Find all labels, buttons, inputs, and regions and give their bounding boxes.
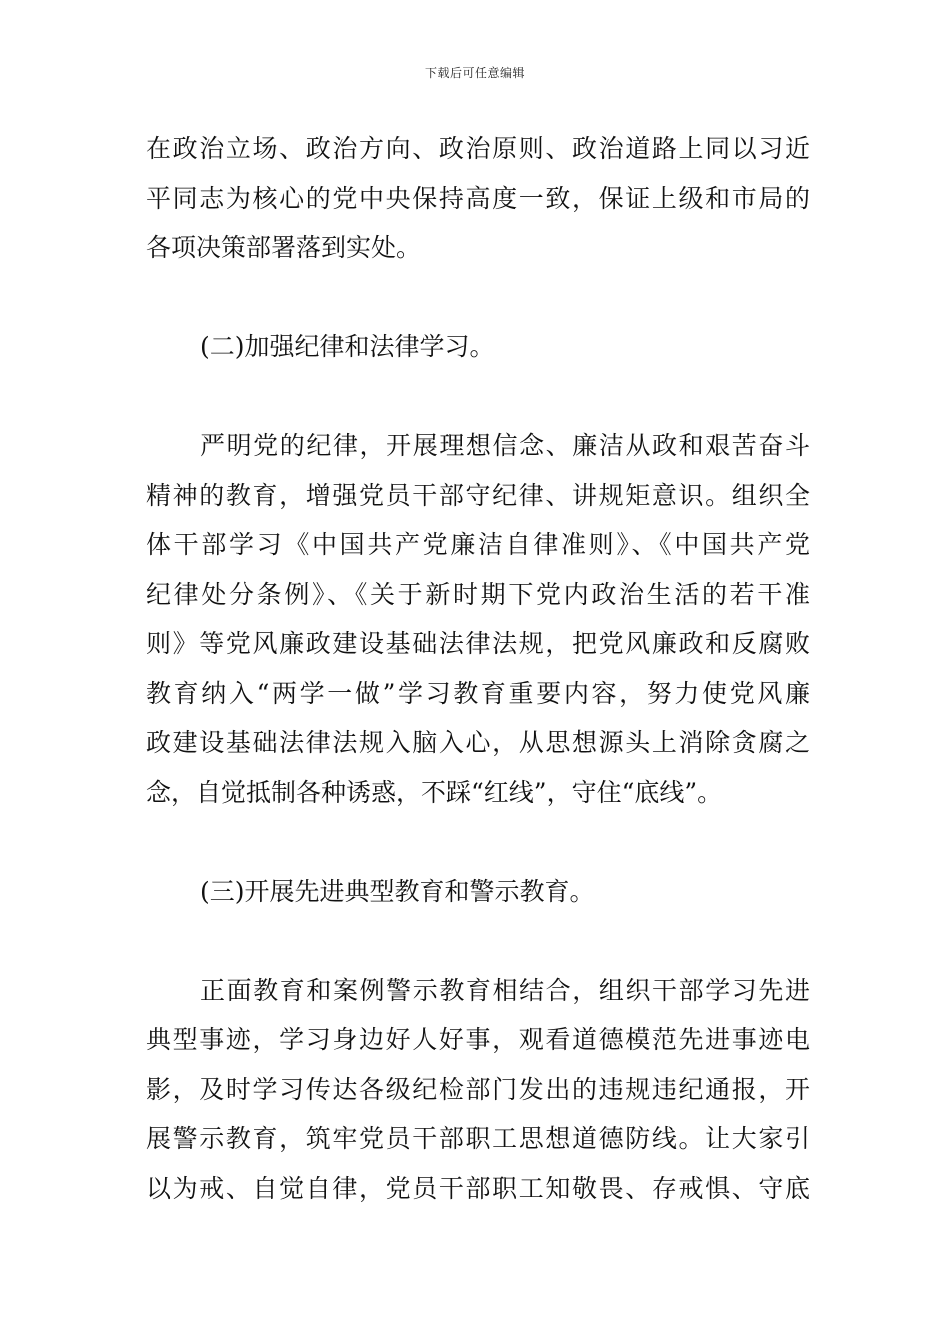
paragraph	[146, 421, 810, 817]
text-line: 严明党的纪律，开展理想信念、廉洁从政和艰苦奋斗	[200, 431, 810, 460]
page-header: 下载后可任意编辑	[424, 66, 525, 80]
text-line: 体干部学习《中国共产党廉洁自律准则》、《中国共产党	[146, 530, 810, 559]
text-line: 政建设基础法律法规入脑入心，从思想源头上消除贪腐之	[146, 728, 810, 757]
text-line: 则》等党风廉政建设基础法律法规，把党风廉政和反腐败	[146, 629, 810, 658]
text-line: 在政治立场、政治方向、政治原则、政治道路上同以习近	[146, 134, 810, 163]
text-line: 正面教育和案例警示教育相结合，组织干部学习先进	[200, 975, 810, 1005]
paragraph-spacer	[146, 273, 810, 323]
paragraph-spacer	[146, 916, 810, 966]
text-line: 精神的教育，增强党员干部守纪律、讲规矩意识。组织全	[146, 480, 810, 510]
text-line: 平同志为核心的党中央保持高度一致，保证上级和市局的	[146, 183, 810, 213]
text-line: 各项决策部署落到实处。	[146, 233, 422, 262]
text-line: 展警示教育，筑牢党员干部职工思想道德防线。让大家引	[146, 1124, 810, 1153]
section-heading	[146, 322, 810, 372]
text-line: 以为戒、自觉自律，党员干部职工知敬畏、存戒惧、守底	[146, 1173, 810, 1203]
text-line: 教育纳入“两学一做”学习教育重要内容，努力使党风廉	[146, 678, 810, 708]
text-line: 典型事迹，学习身边好人好事，观看道德模范先进事迹电	[146, 1025, 810, 1054]
section-heading-text: (二)加强纪律和法律学习。	[200, 332, 495, 361]
text-line: 纪律处分条例》、《关于新时期下党内政治生活的若干准	[146, 579, 810, 609]
document-body	[146, 124, 810, 1213]
paragraph-spacer	[146, 372, 810, 422]
paragraph-spacer	[146, 817, 810, 867]
section-heading-text: (三)开展先进典型教育和警示教育。	[200, 876, 595, 906]
text-line: 念，自觉抵制各种诱惑，不踩“红线”，守住“底线”。	[146, 777, 723, 807]
paragraph	[146, 124, 810, 273]
section-heading	[146, 867, 810, 917]
paragraph	[146, 966, 810, 1214]
text-line: 影，及时学习传达各级纪检部门发出的违规违纪通报，开	[146, 1074, 810, 1104]
